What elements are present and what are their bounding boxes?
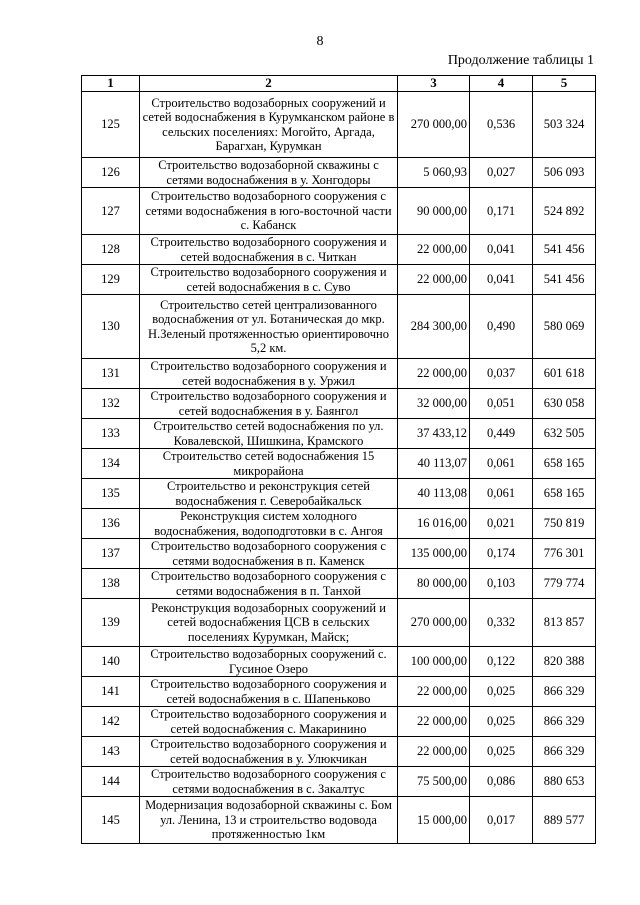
total-cell: 880 653: [533, 767, 596, 797]
table-row: [82, 737, 596, 767]
total-cell: 630 058: [533, 389, 596, 419]
total-cell: 866 329: [533, 707, 596, 737]
cost-cell: 16 016,00: [398, 509, 470, 539]
row-number-cell: 144: [82, 767, 140, 797]
description-cell: Строительство водозаборного сооружения и сетей водоснабжения в с. Суво: [140, 265, 398, 295]
row-number-cell: 125: [82, 92, 140, 158]
description-cell: Модернизация водозаборной скважины с. Бом ул. Ленина, 13 и строительство водовода протяженностью 1км: [140, 797, 398, 844]
row-number-cell: 138: [82, 569, 140, 599]
share-cell: 0,017: [470, 797, 533, 844]
total-cell: 779 774: [533, 569, 596, 599]
cost-cell: 80 000,00: [398, 569, 470, 599]
table-row: [82, 797, 596, 844]
share-cell: 0,021: [470, 509, 533, 539]
share-cell: 0,490: [470, 295, 533, 359]
description-cell: Строительство водозаборных сооружений и сетей водоснабжения в Курумканском районе в сельских поселениях: Могойто, Аргада, Барагхан, Курумкан: [140, 92, 398, 158]
column-header: 4: [470, 76, 533, 92]
description-cell: Строительство сетей водоснабжения 15 микрорайона: [140, 449, 398, 479]
cost-cell: 100 000,00: [398, 647, 470, 677]
table-continuation-label: Продолжение таблицы 1: [447, 53, 594, 68]
total-cell: 541 456: [533, 265, 596, 295]
table-row: [82, 158, 596, 188]
table-row: [82, 479, 596, 509]
table-row: [82, 647, 596, 677]
description-cell: Строительство водозаборного сооружения с сетями водоснабжения в юго-восточной части с. Кабанск: [140, 188, 398, 235]
share-cell: 0,174: [470, 539, 533, 569]
share-cell: 0,025: [470, 737, 533, 767]
description-cell: Строительство сетей централизованного водоснабжения от ул. Ботаническая до мкр. Н.Зеленый протяженностью ориентировочно 5,2 км.: [140, 295, 398, 359]
table-row: [82, 419, 596, 449]
share-cell: 0,449: [470, 419, 533, 449]
row-number-cell: 128: [82, 235, 140, 265]
cost-cell: 40 113,08: [398, 479, 470, 509]
share-cell: 0,027: [470, 158, 533, 188]
table-row: [82, 767, 596, 797]
description-cell: Строительство водозаборного сооружения и сетей водоснабжения в с. Шапеньково: [140, 677, 398, 707]
cost-cell: 5 060,93: [398, 158, 470, 188]
row-number-cell: 132: [82, 389, 140, 419]
row-number-cell: 133: [82, 419, 140, 449]
description-cell: Строительство водозаборного сооружения и сетей водоснабжения в у. Баянгол: [140, 389, 398, 419]
total-cell: 776 301: [533, 539, 596, 569]
share-cell: 0,536: [470, 92, 533, 158]
share-cell: 0,051: [470, 389, 533, 419]
row-number-cell: 136: [82, 509, 140, 539]
table-row: [82, 188, 596, 235]
description-cell: Строительство водозаборной скважины с сетями водоснабжения в у. Хонгодоры: [140, 158, 398, 188]
share-cell: 0,086: [470, 767, 533, 797]
column-header: 5: [533, 76, 596, 92]
total-cell: 580 069: [533, 295, 596, 359]
description-cell: Реконструкция водозаборных сооружений и сетей водоснабжения ЦСВ в сельских поселениях Курумкан, Майск;: [140, 599, 398, 647]
table-row: [82, 599, 596, 647]
share-cell: 0,025: [470, 677, 533, 707]
column-header: 2: [140, 76, 398, 92]
cost-cell: 22 000,00: [398, 737, 470, 767]
row-number-cell: 143: [82, 737, 140, 767]
description-cell: Строительство и реконструкция сетей водоснабжения г. Северобайкальск: [140, 479, 398, 509]
table-row: [82, 509, 596, 539]
row-number-cell: 130: [82, 295, 140, 359]
row-number-cell: 137: [82, 539, 140, 569]
share-cell: 0,122: [470, 647, 533, 677]
page-number: 8: [316, 34, 324, 49]
cost-cell: 75 500,00: [398, 767, 470, 797]
share-cell: 0,061: [470, 449, 533, 479]
table-row: [82, 707, 596, 737]
total-cell: 820 388: [533, 647, 596, 677]
cost-cell: 135 000,00: [398, 539, 470, 569]
row-number-cell: 140: [82, 647, 140, 677]
description-cell: Строительство водозаборного сооружения и сетей водоснабжения в с. Читкан: [140, 235, 398, 265]
description-cell: Строительство водозаборного сооружения с сетями водоснабжения в п. Каменск: [140, 539, 398, 569]
total-cell: 866 329: [533, 737, 596, 767]
row-number-cell: 139: [82, 599, 140, 647]
row-number-cell: 131: [82, 359, 140, 389]
cost-cell: 270 000,00: [398, 599, 470, 647]
table-row: [82, 539, 596, 569]
total-cell: 541 456: [533, 235, 596, 265]
cost-cell: 22 000,00: [398, 707, 470, 737]
table-row: [82, 569, 596, 599]
description-cell: Строительство водозаборного сооружения и сетей водоснабжения в у. Уржил: [140, 359, 398, 389]
column-header: 1: [82, 76, 140, 92]
row-number-cell: 135: [82, 479, 140, 509]
row-number-cell: 145: [82, 797, 140, 844]
description-cell: Строительство сетей водоснабжения по ул. Ковалевской, Шишкина, Крамского: [140, 419, 398, 449]
share-cell: 0,041: [470, 265, 533, 295]
share-cell: 0,171: [470, 188, 533, 235]
description-cell: Реконструкция систем холодного водоснабжения, водоподготовки в с. Ангоя: [140, 509, 398, 539]
column-header: 3: [398, 76, 470, 92]
share-cell: 0,037: [470, 359, 533, 389]
table-row: [82, 449, 596, 479]
total-cell: 813 857: [533, 599, 596, 647]
table-body: [82, 92, 596, 844]
total-cell: 632 505: [533, 419, 596, 449]
total-cell: 503 324: [533, 92, 596, 158]
total-cell: 524 892: [533, 188, 596, 235]
share-cell: 0,025: [470, 707, 533, 737]
cost-cell: 90 000,00: [398, 188, 470, 235]
description-cell: Строительство водозаборного сооружения и сетей водоснабжения в у. Улюкчикан: [140, 737, 398, 767]
row-number-cell: 134: [82, 449, 140, 479]
row-number-cell: 129: [82, 265, 140, 295]
cost-cell: 15 000,00: [398, 797, 470, 844]
cost-cell: 22 000,00: [398, 235, 470, 265]
total-cell: 889 577: [533, 797, 596, 844]
row-number-cell: 142: [82, 707, 140, 737]
table-header-row: [82, 76, 596, 92]
table-row: [82, 677, 596, 707]
cost-cell: 284 300,00: [398, 295, 470, 359]
description-cell: Строительство водозаборного сооружения с сетями водоснабжения в п. Танхой: [140, 569, 398, 599]
cost-cell: 270 000,00: [398, 92, 470, 158]
total-cell: 750 819: [533, 509, 596, 539]
description-cell: Строительство водозаборных сооружений с. Гусиное Озеро: [140, 647, 398, 677]
share-cell: 0,041: [470, 235, 533, 265]
cost-cell: 32 000,00: [398, 389, 470, 419]
total-cell: 658 165: [533, 479, 596, 509]
total-cell: 866 329: [533, 677, 596, 707]
total-cell: 506 093: [533, 158, 596, 188]
description-cell: Строительство водозаборного сооружения и сетей водоснабжения с. Макаринино: [140, 707, 398, 737]
table-row: [82, 359, 596, 389]
row-number-cell: 126: [82, 158, 140, 188]
table-row: [82, 389, 596, 419]
share-cell: 0,332: [470, 599, 533, 647]
table-row: [82, 295, 596, 359]
cost-cell: 22 000,00: [398, 677, 470, 707]
row-number-cell: 127: [82, 188, 140, 235]
share-cell: 0,061: [470, 479, 533, 509]
cost-cell: 40 113,07: [398, 449, 470, 479]
cost-cell: 22 000,00: [398, 359, 470, 389]
cost-cell: 22 000,00: [398, 265, 470, 295]
table-row: [82, 235, 596, 265]
table-row: [82, 265, 596, 295]
cost-cell: 37 433,12: [398, 419, 470, 449]
total-cell: 658 165: [533, 449, 596, 479]
table-row: [82, 92, 596, 158]
data-table: [81, 75, 596, 844]
row-number-cell: 141: [82, 677, 140, 707]
total-cell: 601 618: [533, 359, 596, 389]
share-cell: 0,103: [470, 569, 533, 599]
description-cell: Строительство водозаборного сооружения с сетями водоснабжения в с. Закалтус: [140, 767, 398, 797]
